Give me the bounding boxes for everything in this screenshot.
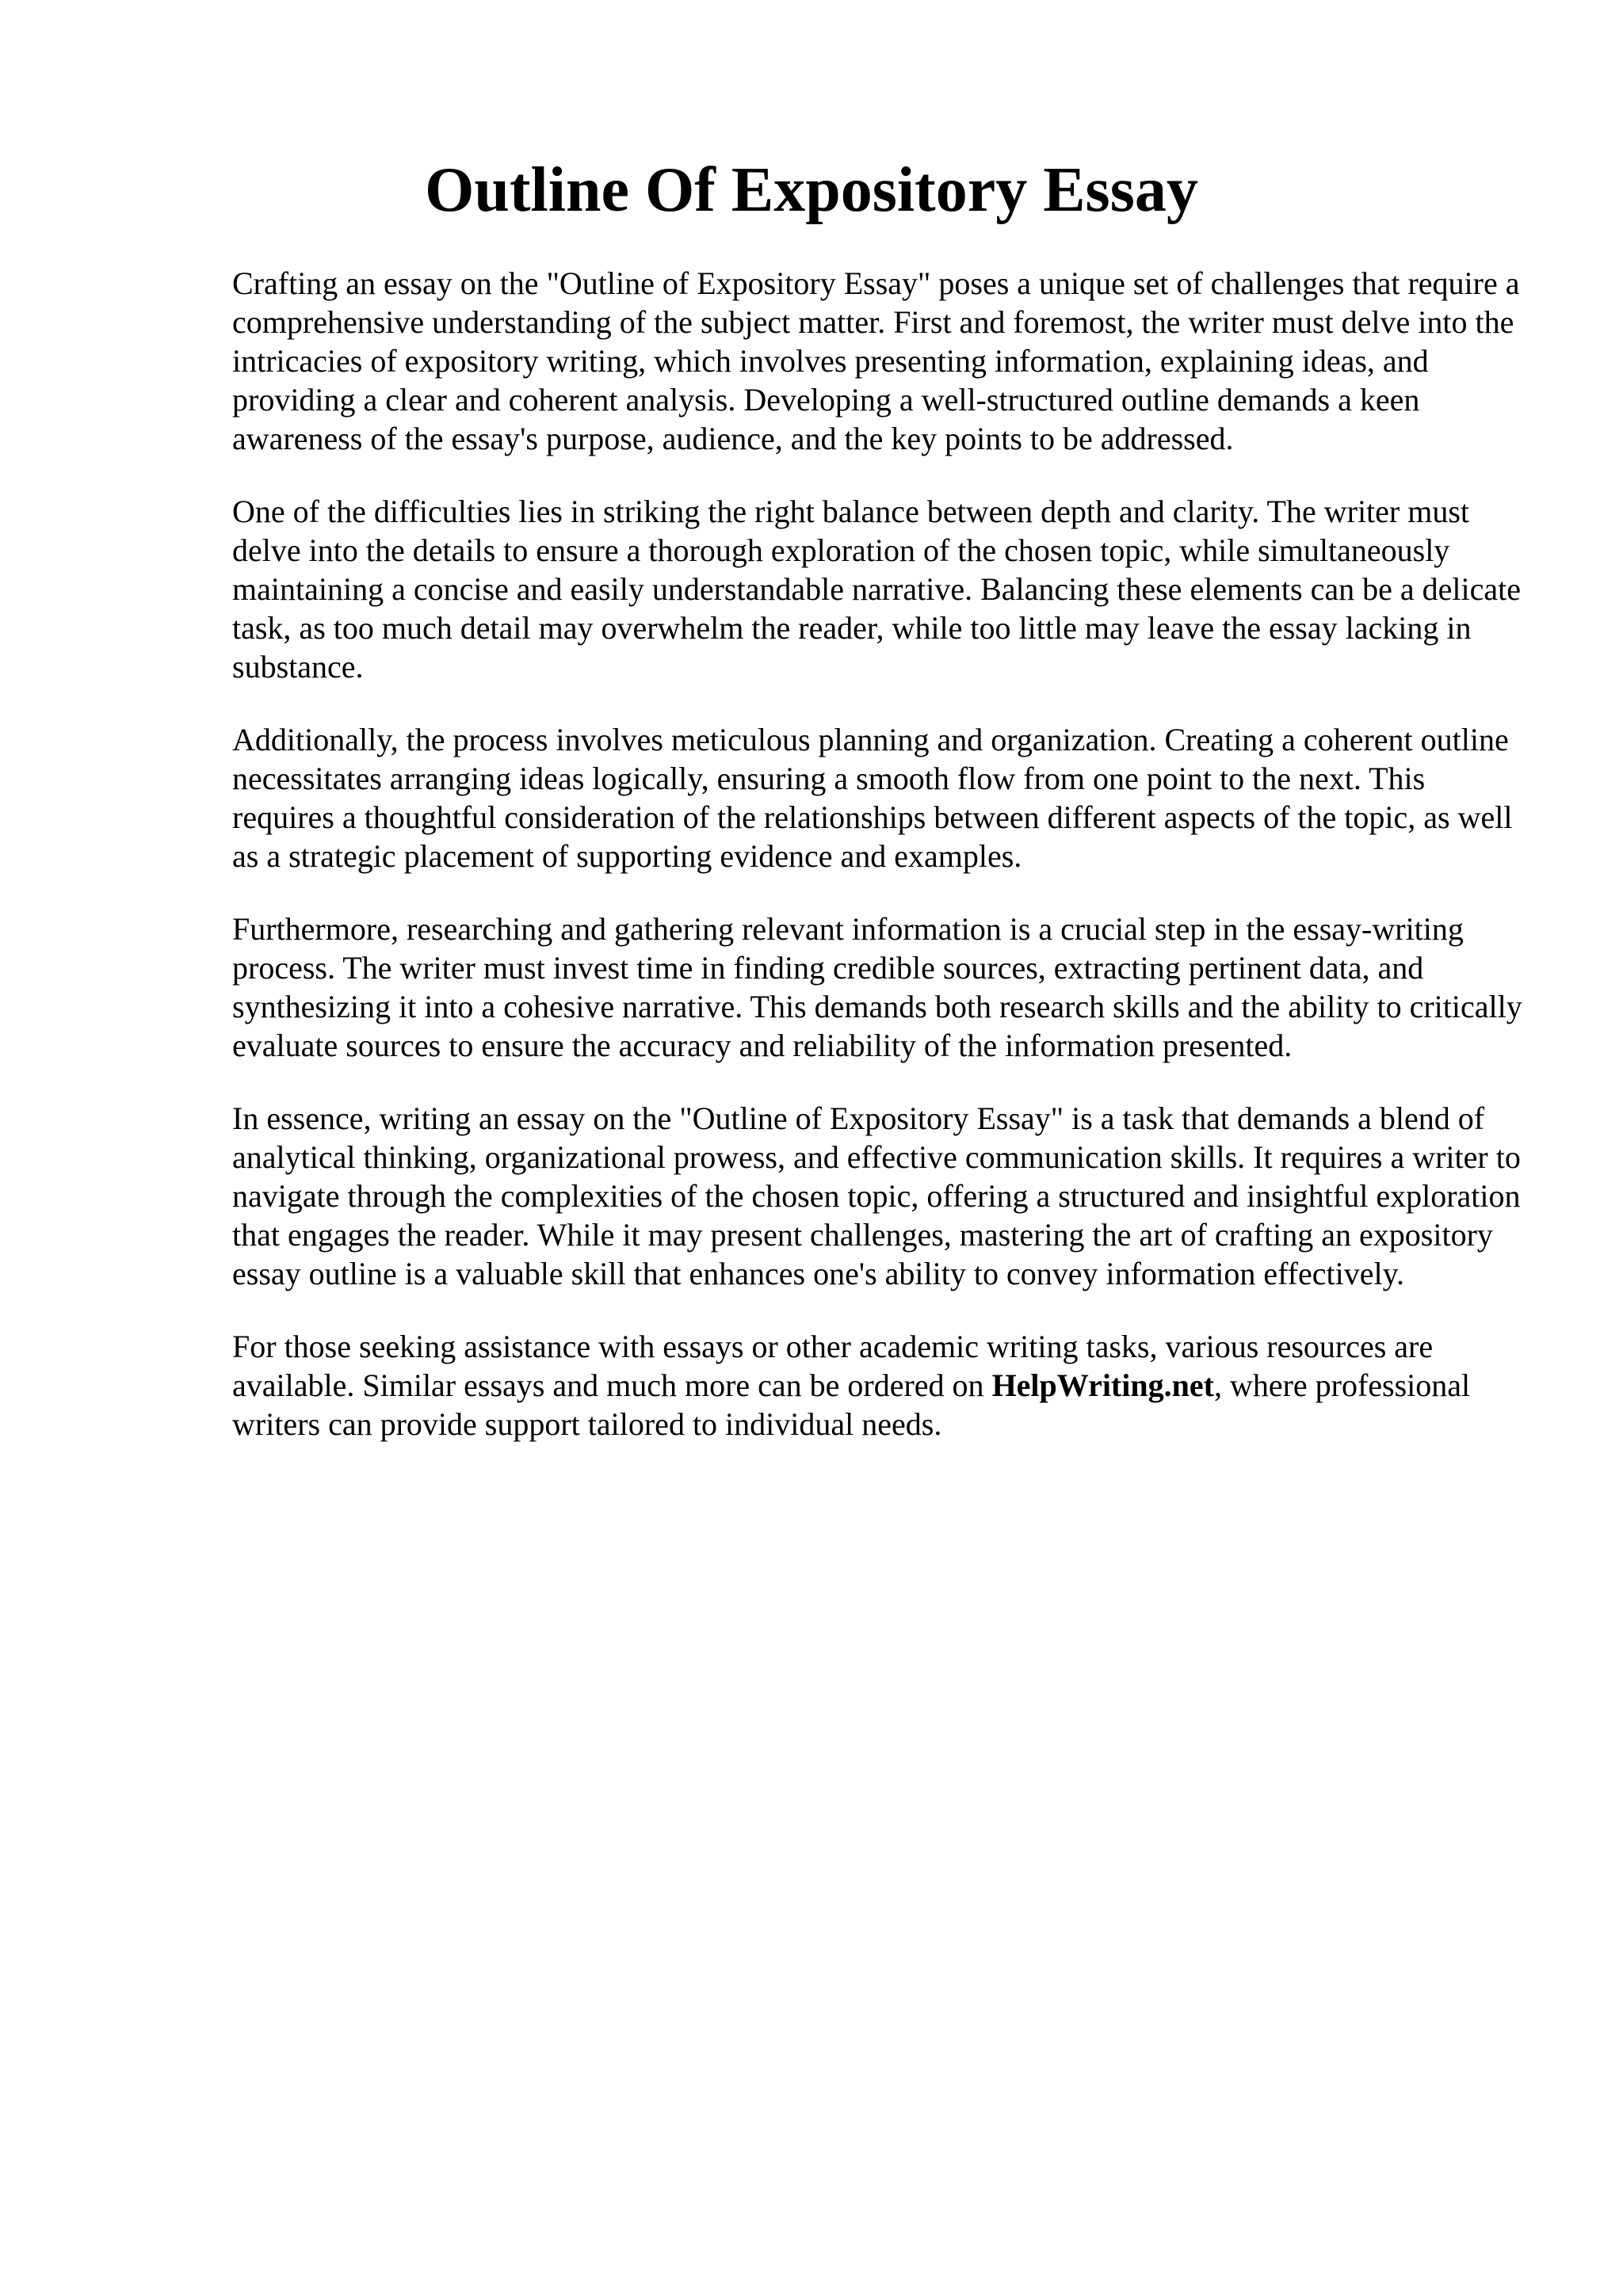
closing-text-after: , where professional writers can provide support tailored to individual needs. xyxy=(232,1367,1471,1442)
closing-text-before: For those seeking assistance with essays or other academic writing tasks, various resources are available. Similar essays and much more can be ordered on xyxy=(232,1329,1434,1403)
brand-name: HelpWriting.net xyxy=(991,1367,1214,1403)
paragraph-3: Additionally, the process involves meticulous planning and organization. Creating a coherent outline necessitates arranging ideas logically, ensuring a smooth flow from one point to the next. This requires a thoughtful consideration of the relationships between different aspects of the topic, as well as a strategic placement of supporting evidence and examples. xyxy=(232,722,1513,874)
paragraph-1: Crafting an essay on the "Outline of Expository Essay" poses a unique set of challenges that require a comprehensive understanding of the subject matter. First and foremost, the writer must delve into the intricacies of expository writing, which involves presenting information, explaining ideas, and providing a clear and coherent analysis. Developing a well-structured outline demands a keen awareness of the essay's purpose, audience, and the key points to be addressed. xyxy=(232,265,1520,456)
essay-body xyxy=(232,264,1532,1478)
closing-paragraph xyxy=(232,1327,1532,1444)
paragraph-2: One of the difficulties lies in striking the right balance between depth and clarity. The writer must delve into the details to ensure a thorough exploration of the chosen topic, while simultaneously maintaining a concise and easily understandable narrative. Balancing these elements can be a delicate task, as too much detail may overwhelm the reader, while too little may leave the essay lacking in substance. xyxy=(232,494,1521,685)
page-title: Outline Of Expository Essay xyxy=(425,155,1198,225)
paragraph-4: Furthermore, researching and gathering relevant information is a crucial step in the essay-writing process. The writer must invest time in finding credible sources, extracting pertinent data, and synthesizing it into a cohesive narrative. This demands both research skills and the ability to critically evaluate sources to ensure the accuracy and reliability of the information presented. xyxy=(232,911,1522,1063)
paragraph-5: In essence, writing an essay on the "Outline of Expository Essay" is a task that demands a blend of analytical thinking, organizational prowess, and effective communication skills. It requires a writer to navigate through the complexities of the chosen topic, offering a structured and insightful exploration that engages the reader. While it may present challenges, mastering the art of crafting an expository essay outline is a valuable skill that enhances one's ability to convey information effectively. xyxy=(232,1100,1521,1291)
